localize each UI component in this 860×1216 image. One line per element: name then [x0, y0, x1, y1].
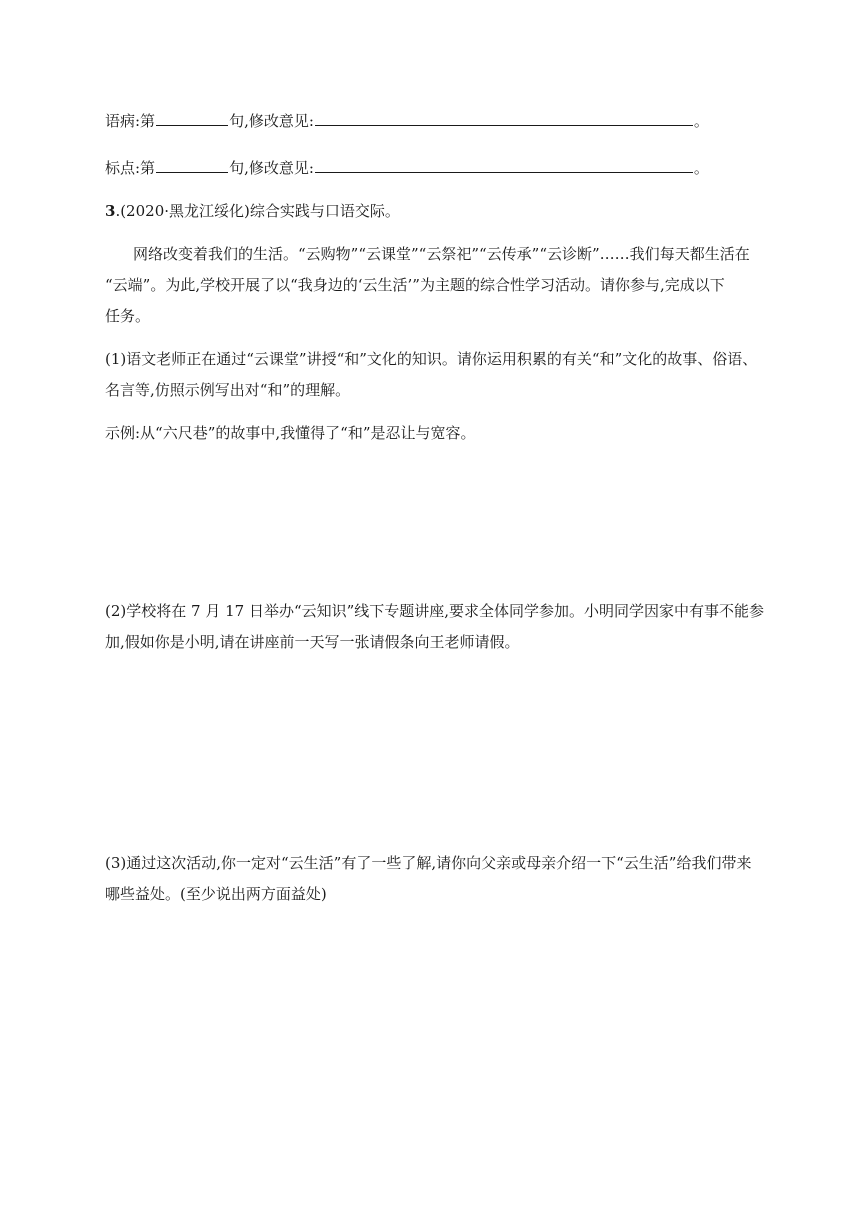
grammar-sentence-blank[interactable] — [156, 111, 228, 126]
grammar-revision-blank[interactable] — [315, 111, 693, 126]
part3-line-2: 哪些益处。(至少说出两方面益处) — [105, 885, 327, 903]
part1-line-2: 名言等,仿照示例写出对“和”的理解。 — [105, 381, 351, 399]
part2-line-2: 加,假如你是小明,请在讲座前一天写一张请假条向王老师请假。 — [105, 633, 520, 651]
grammar-end: 。 — [693, 112, 709, 130]
punctuation-prefix: 标点:第 — [105, 159, 156, 177]
intro-line-2: “云端”。为此,学校开展了以“我身边的‘云生活’”为主题的综合性学习活动。请你参与,完成以下 — [105, 276, 725, 294]
punctuation-sentence-blank[interactable] — [156, 158, 228, 173]
grammar-middle: 句,修改意见: — [229, 112, 314, 130]
punctuation-revision-blank[interactable] — [315, 158, 693, 173]
question-title: 综合实践与口语交际。 — [249, 202, 400, 220]
punctuation-end: 。 — [693, 159, 709, 177]
grammar-prefix: 语病:第 — [105, 112, 156, 130]
punctuation-answer-line — [105, 157, 709, 178]
punctuation-middle: 句,修改意见: — [229, 159, 314, 177]
question-source: .(2020·黑龙江绥化) — [115, 202, 250, 220]
grammar-answer-line — [105, 110, 709, 131]
question-number: 3 — [105, 202, 116, 220]
part1-line-1: (1)语文老师正在通过“云课堂”讲授“和”文化的知识。请你运用积累的有关“和”文化的故事、俗语、 — [105, 350, 758, 368]
part2-line-1: (2)学校将在 7 月 17 日举办“云知识”线下专题讲座,要求全体同学参加。小明同学因家中有事不能参 — [105, 602, 765, 620]
part1-example: 示例:从“六尺巷”的故事中,我懂得了“和”是忍让与宽容。 — [105, 424, 476, 442]
part3-line-1: (3)通过这次活动,你一定对“云生活”有了一些了解,请你向父亲或母亲介绍一下“云生活”给我们带来 — [105, 854, 752, 872]
question-3-heading — [105, 200, 400, 221]
intro-line-3: 任务。 — [105, 307, 151, 325]
intro-line-1: 网络改变着我们的生活。“云购物”“云课堂”“云祭祀”“云传承”“云诊断”……我们每天都生活在 — [133, 245, 750, 263]
